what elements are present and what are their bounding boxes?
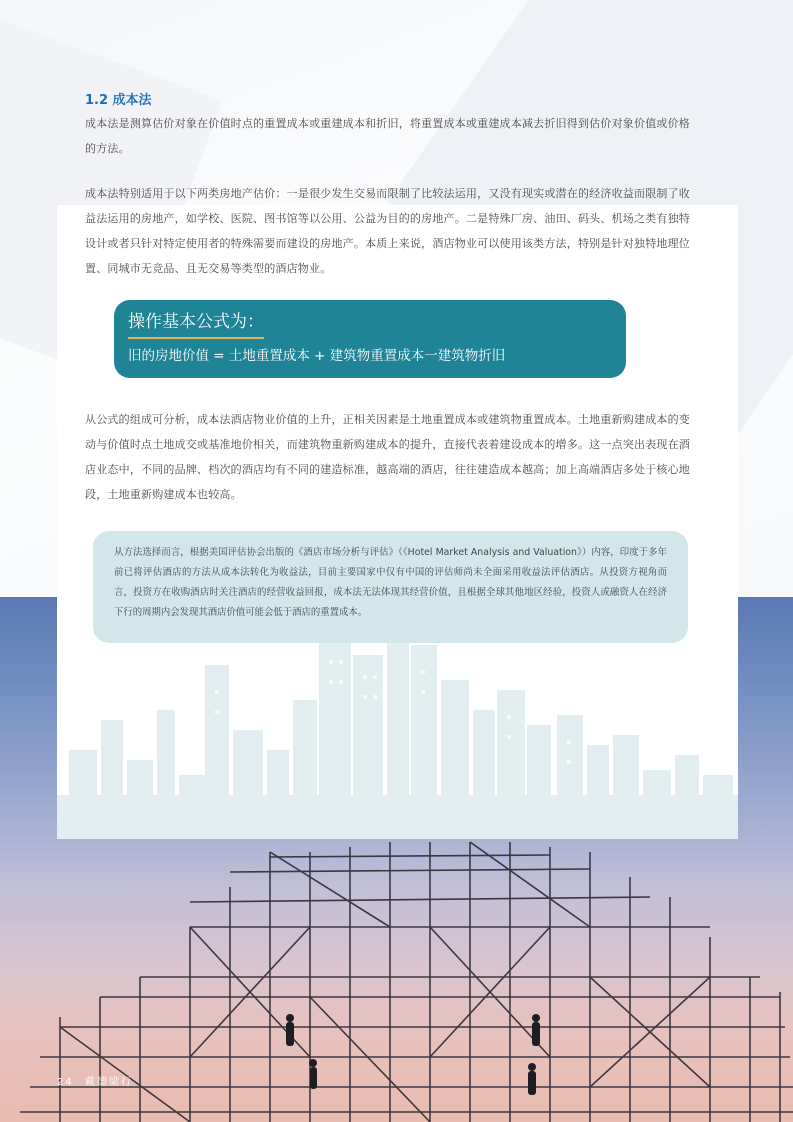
page-footer <box>57 1073 133 1088</box>
note-box <box>93 531 688 643</box>
note-text: 从方法选择而言，根据美国评估协会出版的《酒店市场分析与评估》（《Hotel Market Analysis and Valuation》）内容，印度于多年前已将评估酒店的方法从成本法转化为收益法，目前主要国家中仅有中国的评估师尚未全面采用收益法评估酒店。从投资方视角而言，投资方在收购酒店时关注酒店的经营收益回报，成本法无法体现其经营价值，且根据全球其他地区经验，投资人或融资人在经济下行的周期内会发现其酒店价值可能会低于酒店的重置成本。 <box>114 547 667 618</box>
formula-text: 旧的房地价值 = 土地重置成本 + 建筑物重置成本一建筑物折旧 <box>128 348 506 364</box>
formula-box <box>114 300 626 378</box>
analysis-paragraph: 从公式的组成可分析，成本法酒店物业价值的上升，正相关因素是土地重置成本或建筑物重置成本。土地重新购建成本的变动与价值时点土地成交或基准地价相关，而建筑物重新购建成本的提升，直接代表着建设成本的增多。这一点突出表现在酒店业态中，不同的品牌、档次的酒店均有不同的建造标准，越高端的酒店，往往建造成本越高；加上高端酒店多处于核心地段，土地重新购建成本也较高。 <box>85 413 690 501</box>
page-number: 24 <box>57 1077 74 1088</box>
applicability-paragraph: 成本法特别适用于以下两类房地产估价：一是很少发生交易而限制了比较法运用，又没有现实或潜在的经济收益而限制了收益法运用的房地产，如学校、医院、图书馆等以公用、公益为目的的房地产。二是特殊厂房、油田、码头、机场之类有独特设计或者只针对特定使用者的特殊需要而建设的房地产。本质上来说，酒店物业可以使用该类方法，特别是针对独特地理位置、同城市无竞品、且无交易等类型的酒店物业。 <box>85 187 690 275</box>
brand-name: 戴德梁行 <box>84 1077 133 1088</box>
intro-paragraph: 成本法是测算估价对象在价值时点的重置成本或重建成本和折旧，将重置成本或重建成本减去折旧得到估价对象价值或价格的方法。 <box>85 117 690 155</box>
formula-title: 操作基本公式为： <box>128 310 264 339</box>
section-heading: 1.2 成本法 <box>85 93 152 108</box>
